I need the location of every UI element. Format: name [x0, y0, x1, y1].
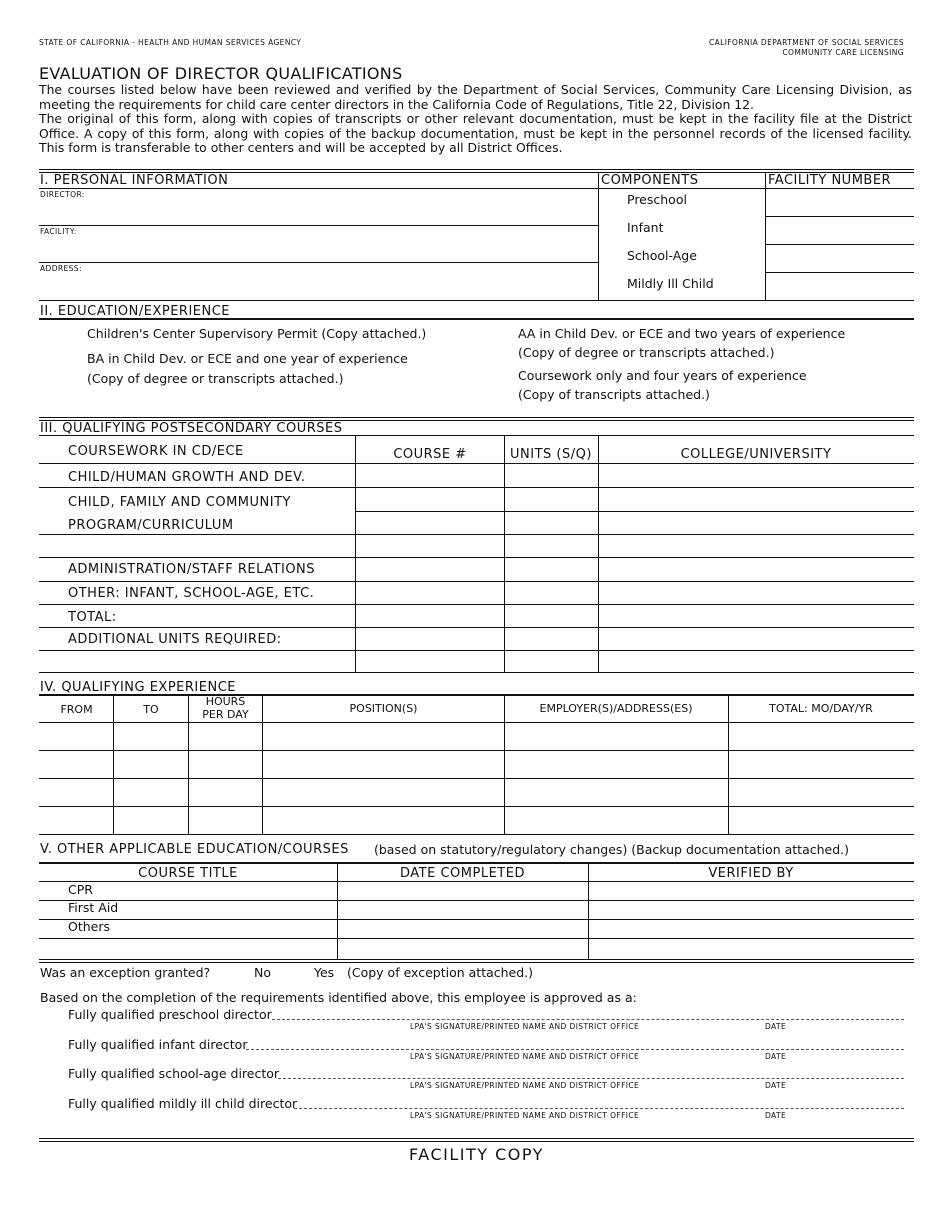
- section-2-heading: II. EDUCATION/EXPERIENCE: [40, 304, 231, 319]
- col-employer: EMPLOYER(S)/ADDRESS(ES): [539, 702, 693, 715]
- course-row-program: PROGRAM/CURRICULUM: [68, 518, 234, 533]
- course-cpr: CPR: [68, 882, 93, 897]
- course-others: Others: [68, 919, 111, 934]
- address-label: ADDRESS:: [40, 264, 82, 273]
- option-supervisory-permit[interactable]: Children's Center Supervisory Permit (Copy attached.): [87, 326, 427, 341]
- exception-yes[interactable]: Yes: [314, 965, 335, 980]
- option-aa-line-2: (Copy of degree or transcripts attached.): [518, 345, 775, 360]
- col-course-title: COURSE TITLE: [138, 866, 238, 881]
- course-row-family: CHILD, FAMILY AND COMMUNITY: [68, 495, 291, 510]
- course-row-administration: ADMINISTRATION/STAFF RELATIONS: [68, 562, 316, 577]
- approval-intro: Based on the completion of the requirements identified above, this employee is approved as a:: [40, 990, 637, 1005]
- facility-copy-label: FACILITY COPY: [409, 1145, 544, 1164]
- option-ba-line-1[interactable]: BA in Child Dev. or ECE and one year of experience: [87, 351, 408, 366]
- component-infant[interactable]: Infant: [627, 220, 664, 235]
- signature-line-infant[interactable]: [246, 1049, 904, 1050]
- col-hours-2: PER DAY: [202, 708, 249, 721]
- col-to: TO: [143, 703, 159, 716]
- approval-school-age: Fully qualified school-age director: [68, 1066, 280, 1081]
- component-preschool[interactable]: Preschool: [627, 192, 687, 207]
- option-coursework-line-2: (Copy of transcripts attached.): [518, 387, 710, 402]
- date-label: DATE: [765, 1111, 787, 1120]
- intro-paragraph-1: The courses listed below have been reviewed and verified by the Department of Social Services, Community Care Licensing Division, as meeting the requirements for child care center directors in the California Code of Regulations, Title 22, Division 12.: [39, 82, 912, 112]
- intro-paragraph-2: The original of this form, along with copies of transcripts or other relevant documentation, must be kept in the facility file at the District Office. A copy of this form, along with copies of the backup documentation, must be kept in the personnel records of the licensed facility. This form is transferable to other centers and will be accepted by all District Offices.: [39, 111, 912, 155]
- option-aa-line-1[interactable]: AA in Child Dev. or ECE and two years of experience: [518, 326, 846, 341]
- facility-field[interactable]: [40, 237, 596, 261]
- option-coursework-line-1[interactable]: Coursework only and four years of experience: [518, 368, 807, 383]
- col-coursework: COURSEWORK IN CD/ECE: [68, 444, 244, 459]
- col-from: FROM: [60, 703, 93, 716]
- date-label: DATE: [765, 1022, 787, 1031]
- signature-label: LPA'S SIGNATURE/PRINTED NAME AND DISTRICT OFFICE: [410, 1022, 640, 1031]
- approval-infant: Fully qualified infant director: [68, 1037, 248, 1052]
- course-first-aid: First Aid: [68, 900, 119, 915]
- signature-line-preschool[interactable]: [272, 1019, 904, 1020]
- director-field[interactable]: [40, 200, 596, 224]
- col-hours-1: HOURS: [205, 695, 246, 708]
- section-4-heading: IV. QUALIFYING EXPERIENCE: [40, 680, 236, 695]
- course-row-growth: CHILD/HUMAN GROWTH AND DEV.: [68, 470, 306, 485]
- date-label: DATE: [765, 1081, 787, 1090]
- component-school-age[interactable]: School-Age: [627, 248, 697, 263]
- address-field[interactable]: [40, 274, 596, 298]
- department-name: CALIFORNIA DEPARTMENT OF SOCIAL SERVICES: [708, 38, 904, 47]
- col-position: POSITION(S): [349, 702, 418, 715]
- section-3-heading: III. QUALIFYING POSTSECONDARY COURSES: [40, 421, 343, 436]
- signature-line-school-age[interactable]: [278, 1078, 904, 1079]
- col-college: COLLEGE/UNIVERSITY: [680, 447, 832, 462]
- signature-label: LPA'S SIGNATURE/PRINTED NAME AND DISTRICT OFFICE: [410, 1081, 640, 1090]
- approval-preschool: Fully qualified preschool director: [68, 1007, 272, 1022]
- director-label: DIRECTOR:: [40, 190, 85, 199]
- agency-name: STATE OF CALIFORNIA - HEALTH AND HUMAN SERVICES AGENCY: [39, 38, 302, 47]
- form-title: EVALUATION OF DIRECTOR QUALIFICATIONS: [39, 64, 403, 83]
- section-5-note: (based on statutory/regulatory changes) (Backup documentation attached.): [374, 842, 849, 857]
- date-label: DATE: [765, 1052, 787, 1061]
- col-verified-by: VERIFIED BY: [708, 866, 794, 881]
- col-total: TOTAL: MO/DAY/YR: [769, 702, 873, 715]
- exception-no[interactable]: No: [254, 965, 271, 980]
- col-course-number: COURSE #: [393, 447, 467, 462]
- signature-line-mildly-ill[interactable]: [294, 1108, 904, 1109]
- facility-label: FACILITY:: [40, 227, 77, 236]
- option-ba-line-2: (Copy of degree or transcripts attached.): [87, 371, 344, 386]
- section-1-heading: I. PERSONAL INFORMATION: [40, 173, 229, 188]
- facility-number-field[interactable]: [767, 190, 912, 298]
- exception-note: (Copy of exception attached.): [347, 965, 534, 980]
- signature-label: LPA'S SIGNATURE/PRINTED NAME AND DISTRICT OFFICE: [410, 1052, 640, 1061]
- components-heading: COMPONENTS: [601, 173, 699, 188]
- signature-label: LPA'S SIGNATURE/PRINTED NAME AND DISTRICT OFFICE: [410, 1111, 640, 1120]
- facility-number-heading: FACILITY NUMBER: [768, 173, 892, 188]
- col-units: UNITS (S/Q): [510, 447, 592, 462]
- course-row-other: OTHER: INFANT, SCHOOL-AGE, ETC.: [68, 586, 315, 601]
- exception-question: Was an exception granted?: [40, 965, 211, 980]
- course-row-total: TOTAL:: [68, 610, 117, 625]
- course-row-additional: ADDITIONAL UNITS REQUIRED:: [68, 632, 282, 647]
- col-date-completed: DATE COMPLETED: [400, 866, 525, 881]
- component-mildly-ill-child[interactable]: Mildly Ill Child: [627, 276, 714, 291]
- approval-mildly-ill: Fully qualified mildly ill child director: [68, 1096, 298, 1111]
- division-name: COMMUNITY CARE LICENSING: [782, 48, 904, 57]
- section-5-heading: V. OTHER APPLICABLE EDUCATION/COURSES: [40, 842, 349, 857]
